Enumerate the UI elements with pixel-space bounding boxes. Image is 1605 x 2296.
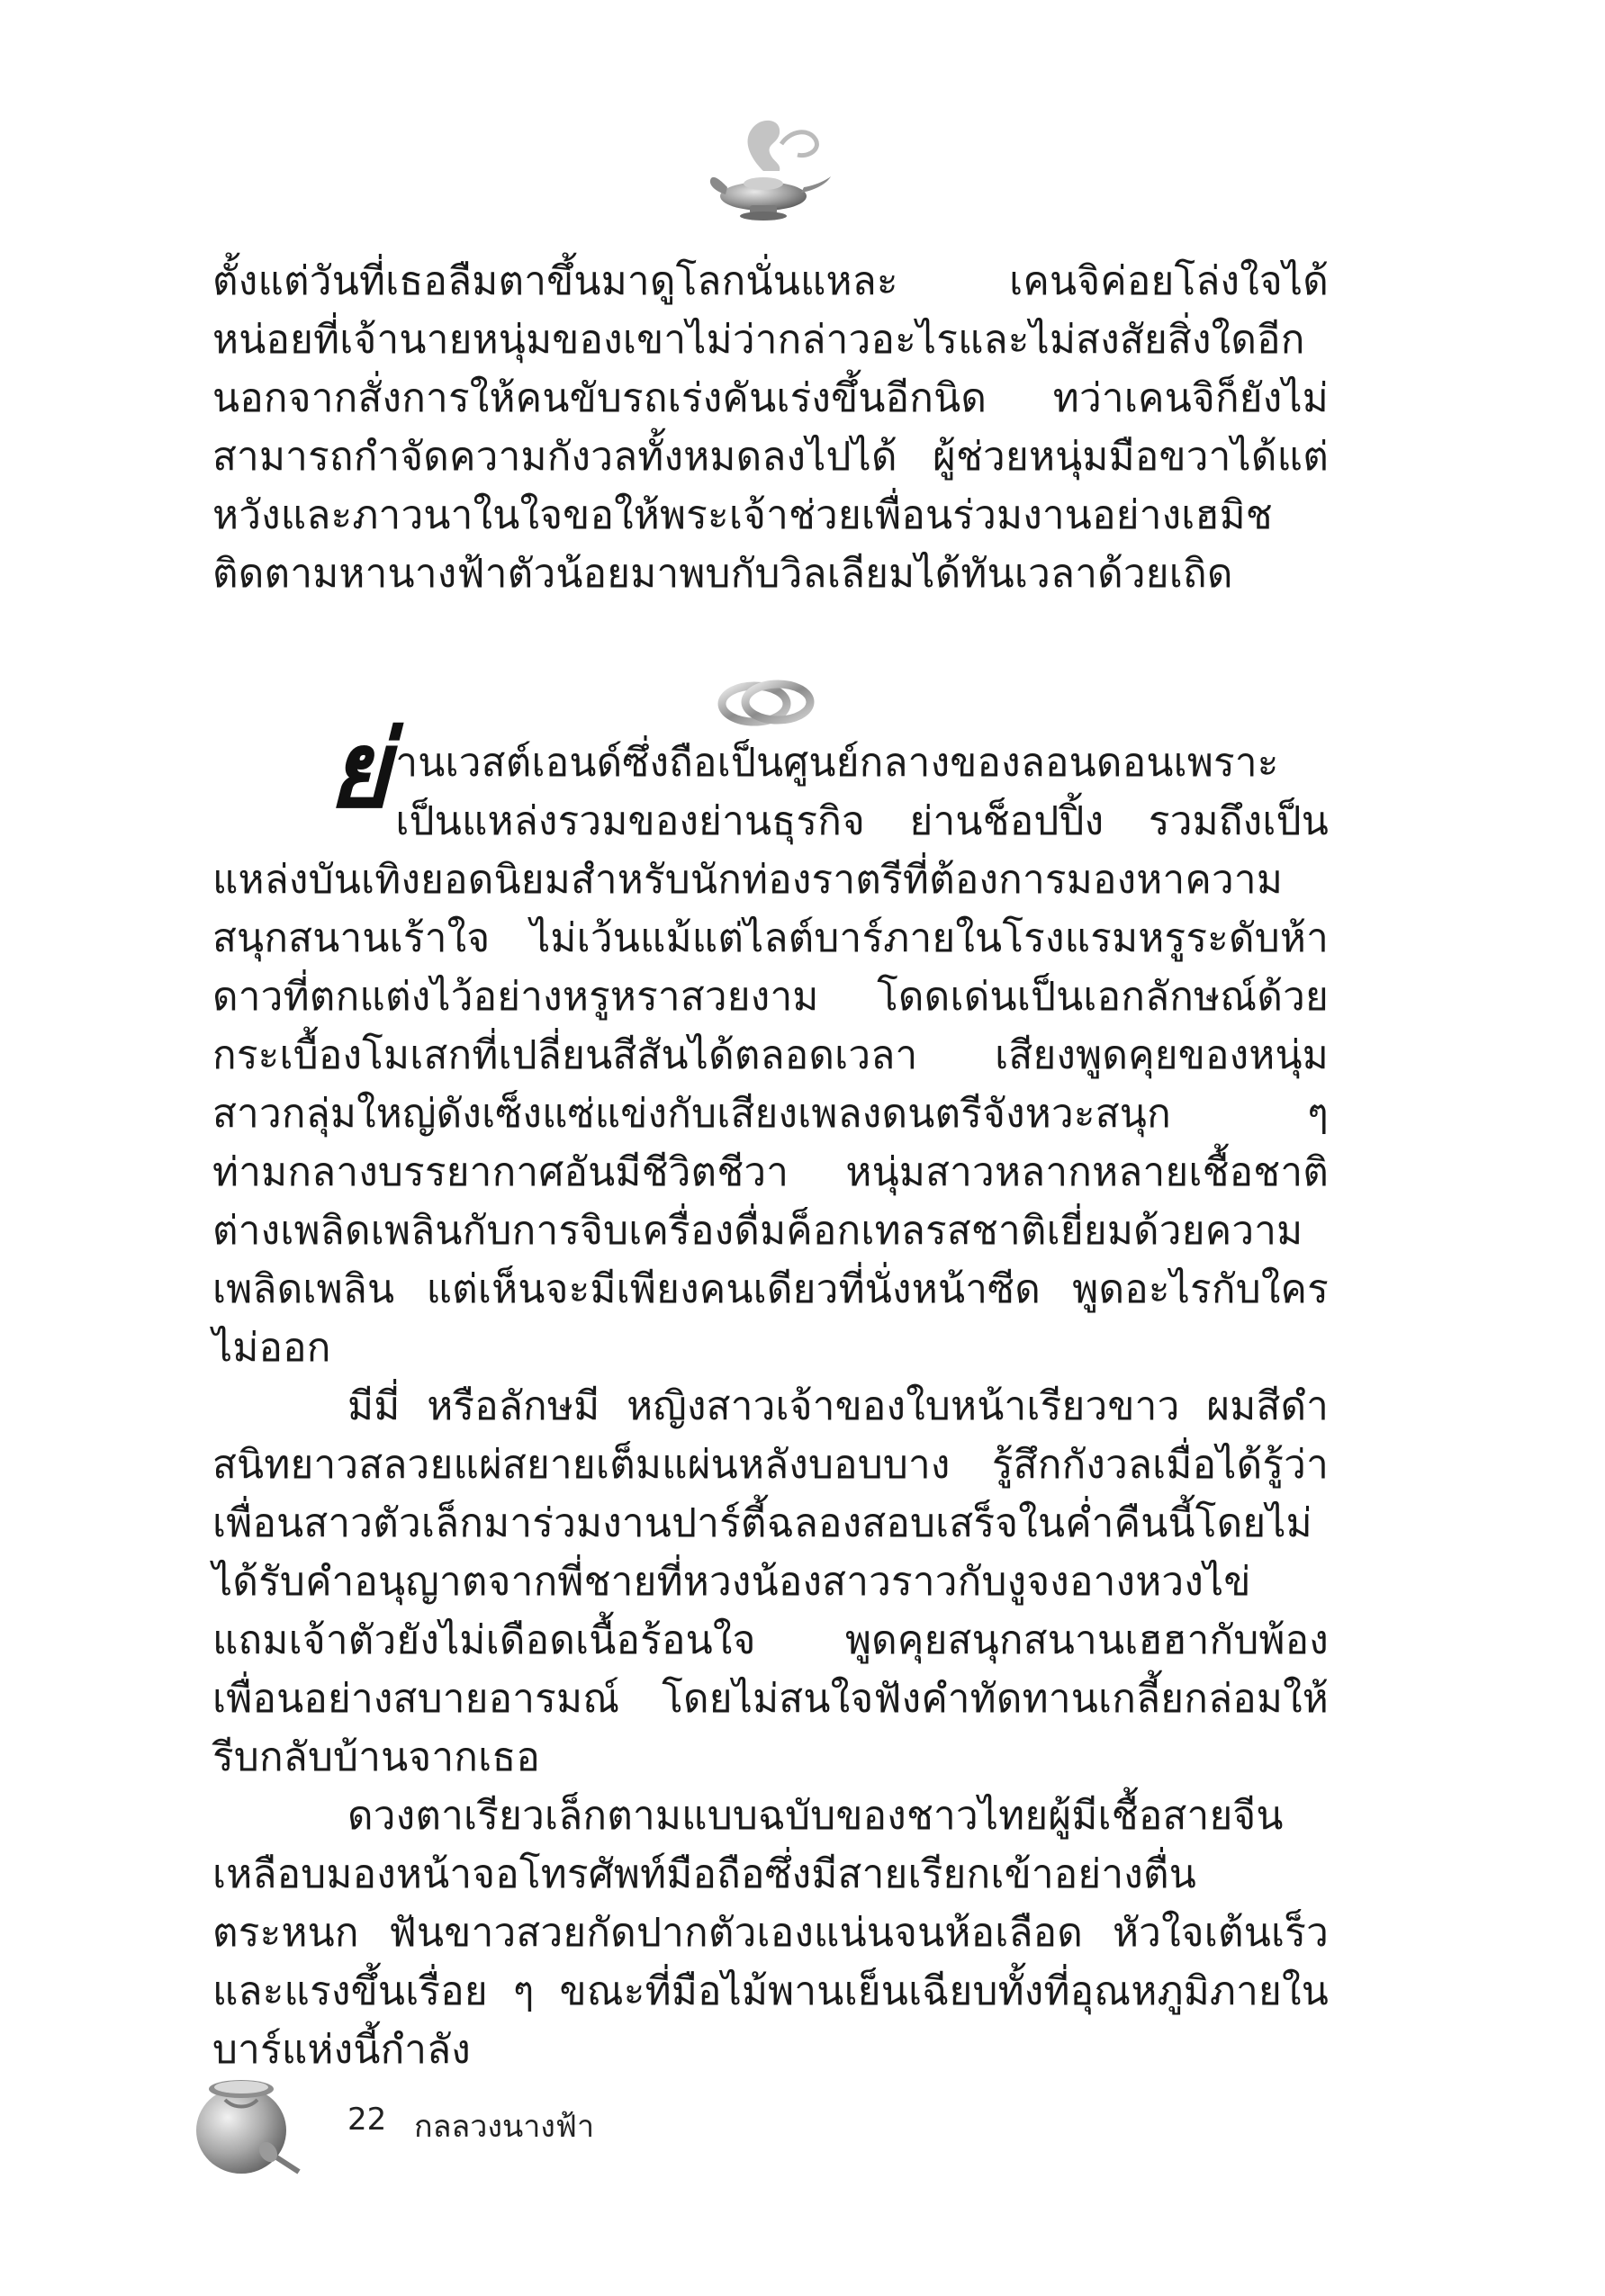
honey-pot-icon xyxy=(189,2066,306,2183)
paragraph: ดวงตาเรียวเล็กตามแบบฉบับของชาวไทยผู้มีเชื้อสายจีนเหลือบมองหน้าจอโทรศัพท์มือถือซึ่งมีสายเรียกเข้าอย่างตื่นตระหนก ฟันขาวสวยกัดปากตัวเองแน่นจนห้อเลือด หัวใจเต้นเร็วและแรงขึ้นเรื่อย ๆ ขณะที่มือไม้พานเย็นเฉียบทั้งที่อุณหภูมิภายในบาร์แห่งนี้กำลัง xyxy=(212,1793,1329,2073)
text-block-main xyxy=(212,707,1329,2079)
drop-cap: ย่ xyxy=(328,707,391,832)
genie-lamp-icon xyxy=(700,108,835,225)
text-block-intro xyxy=(212,252,1329,603)
rings-icon xyxy=(711,675,819,729)
page-number: 22 xyxy=(347,2102,387,2138)
paragraph: มีมี่ หรือลักษมี หญิงสาวเจ้าของใบหน้าเรียวขาว ผมสีดำสนิทยาวสลวยแผ่สยายเต็มแผ่นหลังบอบบาง รู้สึกกังวลเมื่อได้รู้ว่าเพื่อนสาวตัวเล็กมาร่วมงานปาร์ตี้ฉลองสอบเสร็จในค่ำคืนนี้โดยไม่ได้รับคำอนุญาตจากพี่ชายที่หวงน้องสาวราวกับงูจงอางหวงไข่ แถมเจ้าตัวยังไม่เดือดเนื้อร้อนใจ พูดคุยสนุกสนานเฮฮากับพ้องเพื่อนอย่างสบายอารมณ์ โดยไม่สนใจฟังคำทัดทานเกลี้ยกล่อมให้รีบกลับบ้านจากเธอ xyxy=(212,1383,1329,1780)
paragraph-text: านเวสต์เอนด์ซึ่งถือเป็นศูนย์กลางของลอนดอนเพราะเป็นแหล่งรวมของย่านธุรกิจ ย่านช็อปปิ้ง รวมถึงเป็นแหล่งบันเทิงยอดนิยมสำหรับนักท่องราตรีที่ต้องการมองหาความสนุกสนานเร้าใจ ไม่เว้นแม้แต่ไลต์บาร์ภายในโรงแรมหรูระดับห้าดาวที่ตกแต่งไว้อย่างหรูหราสวยงาม โดดเด่นเป็นเอกลักษณ์ด้วยกระเบื้องโมเสกที่เปลี่ยนสีสันได้ตลอดเวลา เสียงพูดคุยของหนุ่มสาวกลุ่มใหญ่ดังเซ็งแซ่แข่งกับเสียงเพลงดนตรีจังหวะสนุก ๆ ท่ามกลางบรรยากาศอันมีชีวิตชีวา หนุ่มสาวหลากหลายเชื้อชาติต่างเพลิดเพลินกับการจิบเครื่องดื่มค็อกเทลรสชาติเยี่ยมด้วยความเพลิดเพลิน แต่เห็นจะมีเพียงคนเดียวที่นั่งหน้าซีด พูดอะไรกับใครไม่ออก xyxy=(212,740,1329,1371)
page-footer xyxy=(189,2066,909,2192)
paragraph: ตั้งแต่วันที่เธอลืมตาขึ้นมาดูโลกนั่นแหละ เคนจิค่อยโล่งใจได้หน่อยที่เจ้านายหนุ่มของเขาไม่ว่ากล่าวอะไรและไม่สงสัยสิ่งใดอีก นอกจากสั่งการให้คนขับรถเร่งคันเร่งขึ้นอีกนิด ทว่าเคนจิก็ยังไม่สามารถกำจัดความกังวลทั้งหมดลงไปได้ ผู้ช่วยหนุ่มมือขวาได้แต่หวังและภาวนาในใจขอให้พระเจ้าช่วยเพื่อนร่วมงานอย่างเฮมิชติดตามหานางฟ้าตัวน้อยมาพบกับวิลเลียมได้ทันเวลาด้วยเถิด xyxy=(212,258,1329,597)
book-title: กลลวงนางฟ้า xyxy=(414,2109,595,2145)
paragraph-dropcap xyxy=(212,707,1329,1377)
